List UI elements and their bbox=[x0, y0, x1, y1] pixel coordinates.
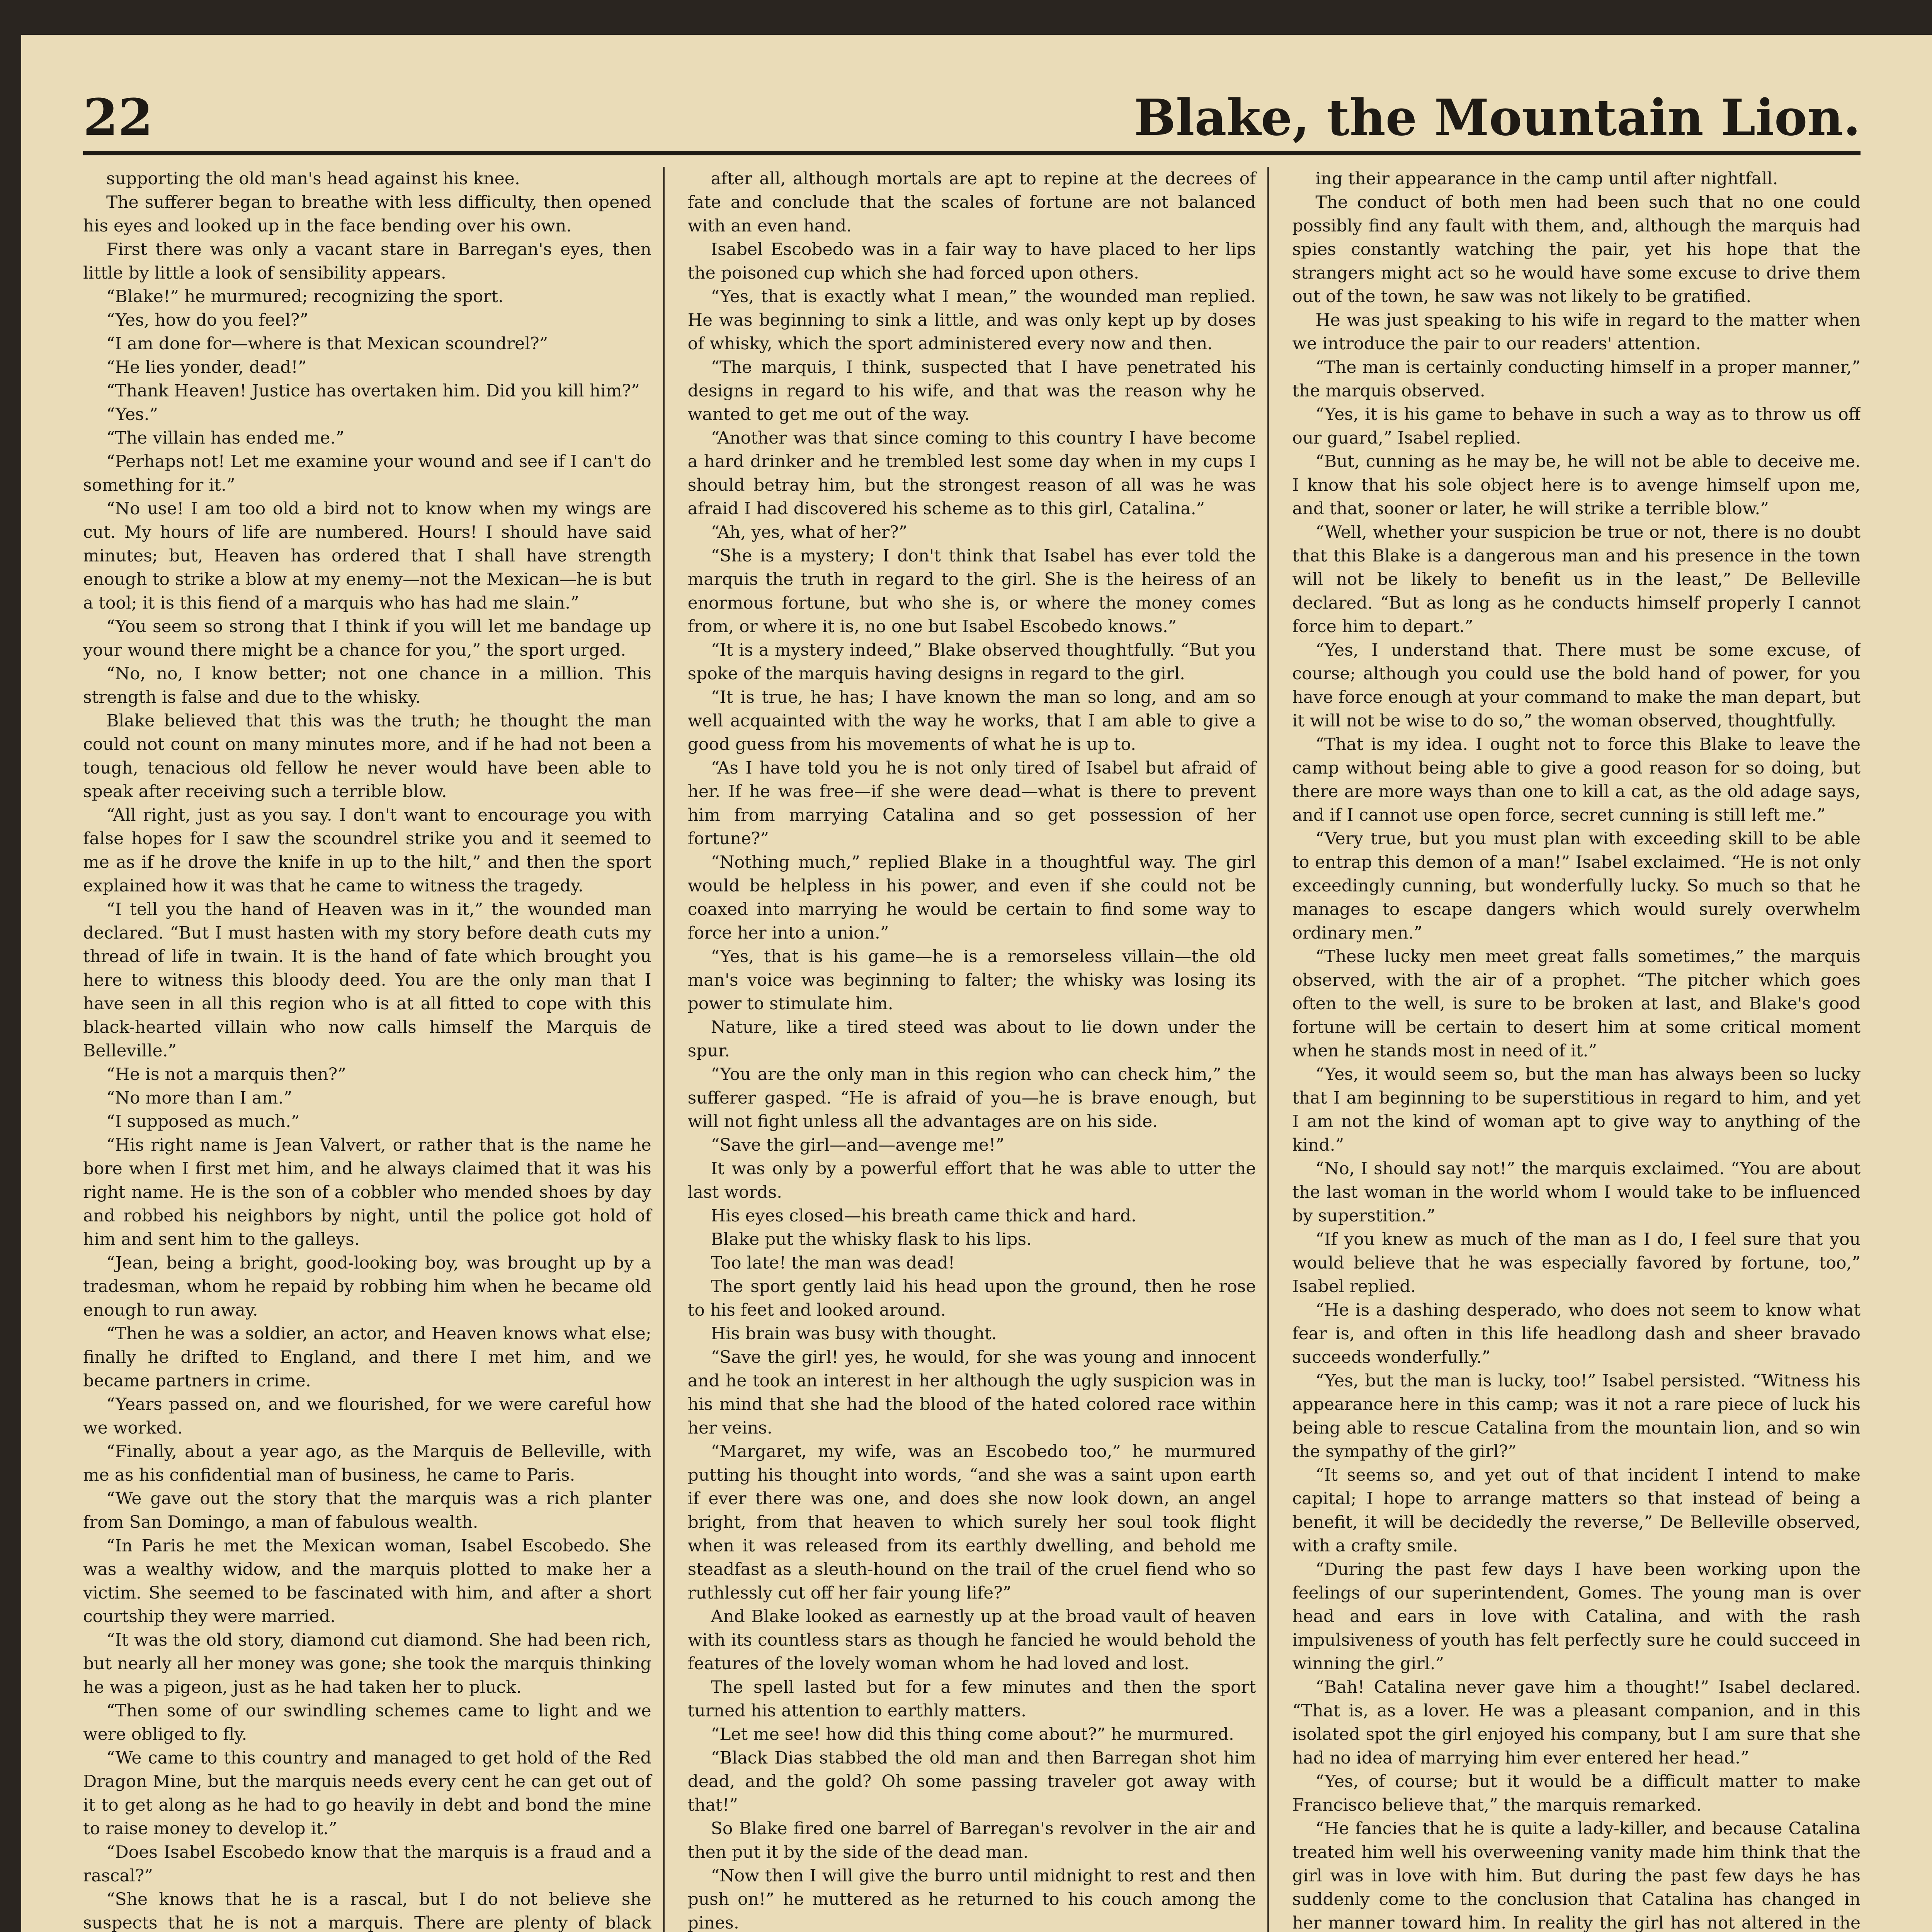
paragraph: “In Paris he met the Mexican woman, Isabel Escobedo. She was a wealthy widow, and the marquis plotted to make her a victim. She seemed to be fascinated with him, and after a short courtship they were married. bbox=[83, 1536, 651, 1626]
newspaper-page bbox=[21, 35, 1932, 1932]
paragraph: “Yes, that is his game—he is a remorseless villain—the old man's voice was beginning to falter; the whisky was losing its power to stimulate him. bbox=[687, 947, 1256, 1014]
paragraph: Blake put the whisky flask to his lips. bbox=[711, 1230, 1032, 1249]
paragraph: “Yes, it would seem so, but the man has always been so lucky that I am beginning to be superstitious in regard to him, and yet I am not the kind of woman apt to give way to anything of the kind.” bbox=[1292, 1065, 1861, 1155]
paragraph: “Then some of our swindling schemes came to light and we were obliged to fly. bbox=[83, 1701, 651, 1744]
paragraph: “He is not a marquis then?” bbox=[106, 1065, 346, 1084]
paragraph: First there was only a vacant stare in Barregan's eyes, then little by little a look of sensibility appears. bbox=[83, 240, 651, 283]
paragraph: ing their appearance in the camp until after nightfall. bbox=[1315, 169, 1778, 189]
paragraph: “Another was that since coming to this country I have become a hard drinker and he trembled lest some day when in my cups I should betray him, but the strongest reason of all was he was afraid I had discovered his scheme as to this girl, Catalina.” bbox=[687, 428, 1256, 519]
text-column-3 bbox=[1292, 167, 1861, 1932]
paragraph: “Well, whether your suspicion be true or not, there is no doubt that this Blake is a dangerous man and his presence in the town will not be likely to benefit us in the least,” De Belleville declared. “But as long as he conducts himself properly I cannot force him to depart.” bbox=[1292, 522, 1861, 636]
paragraph: So Blake fired one barrel of Barregan's revolver in the air and then put it by the side of the dead man. bbox=[687, 1819, 1256, 1862]
paragraph: “During the past few days I have been working upon the feelings of our superintendent, Gomes. The young man is over head and ears in love with Catalina, and with the rash impulsiveness of youth has felt perfectly sure he could succeed in winning the girl.” bbox=[1292, 1560, 1861, 1673]
paragraph: His eyes closed—his breath came thick and hard. bbox=[711, 1206, 1137, 1226]
page-title: Blake, the Mountain Lion. bbox=[1134, 89, 1861, 147]
paragraph: “The villain has ended me.” bbox=[106, 428, 345, 448]
text-column-1 bbox=[83, 167, 665, 1932]
paragraph: “But, cunning as he may be, he will not be able to deceive me. I know that his sole object here is to avenge himself upon me, and that, sooner or later, he will strike a terrible blow.” bbox=[1292, 452, 1861, 519]
paragraph: “No more than I am.” bbox=[106, 1088, 293, 1108]
page-header bbox=[83, 70, 1861, 155]
paragraph: The sufferer began to breathe with less difficulty, then opened his eyes and looked up in the face bending over his own. bbox=[83, 192, 651, 236]
paragraph: “Finally, about a year ago, as the Marquis de Belleville, with me as his confidential man of business, he came to Paris. bbox=[83, 1442, 651, 1485]
paragraph: It was only by a powerful effort that he was able to utter the last words. bbox=[687, 1159, 1256, 1202]
paragraph: “Bah! Catalina never gave him a thought!” Isabel declared. “That is, as a lover. He was a pleasant companion, and in this isolated spot the girl enjoyed his company, but I am sure that she had no idea of marrying him ever entered her head.” bbox=[1292, 1677, 1861, 1768]
paragraph: “Now then I will give the burro until midnight to rest and then push on!” he muttered as he returned to his couch among the pines. bbox=[687, 1866, 1256, 1932]
paragraph: “Black Dias stabbed the old man and then Barregan shot him dead, and the gold? Oh some passing traveler got away with that!” bbox=[687, 1748, 1256, 1815]
paragraph: “The man is certainly conducting himself in a proper manner,” the marquis observed. bbox=[1292, 357, 1861, 401]
paragraph: “Yes, of course; but it would be a difficult matter to make Francisco believe that,” the marquis remarked. bbox=[1292, 1772, 1861, 1815]
paragraph: “The marquis, I think, suspected that I have penetrated his designs in regard to his wife, and that was the reason why he wanted to get me out of the way. bbox=[687, 357, 1256, 424]
paragraph: “All right, just as you say. I don't want to encourage you with false hopes for I saw the scoundrel strike you and it seemed to me as if he drove the knife in up to the hilt,” and then the sport explained how it was that he came to witness the tragedy. bbox=[83, 805, 651, 896]
paragraph: “We came to this country and managed to get hold of the Red Dragon Mine, but the marquis needs every cent he can get out of it to get along as he had to go heavily in debt and bond the mine to raise money to develop it.” bbox=[83, 1748, 651, 1838]
paragraph: “Jean, being a bright, good-looking boy, was brought up by a tradesman, whom he repaid by robbing him when he became old enough to run away. bbox=[83, 1253, 651, 1320]
text-column-2 bbox=[688, 167, 1269, 1932]
paragraph: “Thank Heaven! Justice has overtaken him. Did you kill him?” bbox=[106, 381, 640, 401]
paragraph: “Nothing much,” replied Blake in a thoughtful way. The girl would be helpless in his power, and even if she could not be coaxed into marrying he would be certain to find some way to force her into a union.” bbox=[687, 852, 1256, 943]
paragraph: “As I have told you he is not only tired of Isabel but afraid of her. If he was free—if she were dead—what is there to prevent him from marrying Catalina and so get possession of her fortune?” bbox=[687, 758, 1256, 849]
paragraph: “Very true, but you must plan with exceeding skill to be able to entrap this demon of a man!” Isabel exclaimed. “He is not only exceedingly cunning, but wonderfully lucky. So much so that he manages to escape dangers which would surely overwhelm ordinary men.” bbox=[1292, 829, 1861, 943]
paragraph: “He fancies that he is quite a lady-killer, and because Catalina treated him well his overweening vanity made him think that the girl was in love with him. But during the past few days he has suddenly come to the conclusion that Catalina has changed in her manner toward him. In reality the girl has not altered in the bbox=[1292, 1819, 1861, 1932]
paragraph: “It was the old story, diamond cut diamond. She had been rich, but nearly all her money was gone; she took the marquis thinking he was a pigeon, just as he had taken her to pluck. bbox=[83, 1630, 651, 1697]
paragraph: He was just speaking to his wife in regard to the matter when we introduce the pair to our readers' attention. bbox=[1292, 310, 1861, 354]
paragraph: “It is true, he has; I have known the man so long, and am so well acquainted with the way he works, that I am able to give a good guess from his movements of what he is up to. bbox=[687, 687, 1256, 754]
paragraph: Blake believed that this was the truth; he thought the man could not count on many minutes more, and if he had not been a tough, tenacious old fellow he never would have been able to speak after receiving such a terrible blow. bbox=[83, 711, 651, 801]
paragraph: “He lies yonder, dead!” bbox=[106, 357, 307, 377]
paragraph: His brain was busy with thought. bbox=[711, 1324, 997, 1344]
paragraph: The conduct of both men had been such that no one could possibly find any fault with them, and, although the marquis had spies constantly watching the pair, yet his hope that the strangers might act so he would have some excuse to drive them out of the town, he saw was not likely to be gratified. bbox=[1292, 192, 1861, 306]
paragraph: “No, I should say not!” the marquis exclaimed. “You are about the last woman in the world whom I would take to be influenced by superstition.” bbox=[1292, 1159, 1861, 1226]
paragraph: “Save the girl! yes, he would, for she was young and innocent and he took an interest in her although the ugly suspicion was in his mind that she had the blood of the hated colored race within her veins. bbox=[687, 1347, 1256, 1438]
paragraph: “She is a mystery; I don't think that Isabel has ever told the marquis the truth in regard to the girl. She is the heiress of an enormous fortune, but who she is, or where the money comes from, or where it is, no one but Isabel Escobedo knows.” bbox=[687, 546, 1256, 636]
paragraph: after all, although mortals are apt to repine at the decrees of fate and conclude that the scales of fortune are not balanced with an even hand. bbox=[687, 169, 1256, 236]
paragraph: “Blake!” he murmured; recognizing the sport. bbox=[106, 287, 504, 306]
paragraph: “Then he was a soldier, an actor, and Heaven knows what else; finally he drifted to England, and there I met him, and we became partners in crime. bbox=[83, 1324, 651, 1391]
paragraph: “Ah, yes, what of her?” bbox=[711, 522, 908, 542]
paragraph: Isabel Escobedo was in a fair way to have placed to her lips the poisoned cup which she had forced upon others. bbox=[687, 240, 1256, 283]
paragraph: “No, no, I know better; not one chance in a million. This strength is false and due to the whisky. bbox=[83, 664, 651, 707]
paragraph: “You seem so strong that I think if you will let me bandage up your wound there might be a chance for you,” the sport urged. bbox=[83, 617, 651, 660]
paragraph: “He is a dashing desperado, who does not seem to know what fear is, and often in this life headlong dash and sheer bravado succeeds wonderfully.” bbox=[1292, 1300, 1861, 1367]
paragraph: “Years passed on, and we flourished, for we were careful how we worked. bbox=[83, 1395, 651, 1438]
page-number: 22 bbox=[83, 88, 153, 147]
paragraph: “Yes.” bbox=[106, 405, 158, 424]
paragraph: “Save the girl—and—avenge me!” bbox=[711, 1135, 1005, 1155]
paragraph: supporting the old man's head against his knee. bbox=[106, 169, 520, 189]
paragraph: “I supposed as much.” bbox=[106, 1112, 300, 1131]
paragraph: “Yes, how do you feel?” bbox=[106, 310, 308, 330]
paragraph: And Blake looked as earnestly up at the broad vault of heaven with its countless stars as though he fancied he would behold the features of the lovely woman whom he had loved and lost. bbox=[687, 1607, 1256, 1673]
paragraph: “It seems so, and yet out of that incident I intend to make capital; I hope to arrange matters so that instead of being a benefit, it will be decidedly the reverse,” De Belleville observed, with a crafty smile. bbox=[1292, 1465, 1861, 1556]
paragraph: “Yes, it is his game to behave in such a way as to throw us off our guard,” Isabel replied. bbox=[1292, 405, 1861, 448]
paragraph: “Yes, but the man is lucky, too!” Isabel persisted. “Witness his appearance here in this camp; was it not a rare piece of luck his being able to rescue Catalina from the mountain lion, and so win the sympathy of the girl?” bbox=[1292, 1371, 1861, 1461]
paragraph: “I tell you the hand of Heaven was in it,” the wounded man declared. “But I must hasten with my story before death cuts my thread of life in twain. It is the hand of fate which brought you here to witness this bloody deed. You are the only man that I have seen in all this region who is at all fitted to cope with this black-hearted villain who now calls himself the Marquis de Belleville.” bbox=[83, 900, 651, 1061]
paragraph: “These lucky men meet great falls sometimes,” the marquis observed, with the air of a prophet. “The pitcher which goes often to the well, is sure to be broken at last, and Blake's good fortune will be certain to desert him at some critical moment when he stands most in need of it.” bbox=[1292, 947, 1861, 1061]
text-columns bbox=[83, 155, 1861, 1932]
paragraph: “His right name is Jean Valvert, or rather that is the name he bore when I first met him, and he always claimed that it was his right name. He is the son of a cobbler who mended shoes by day and robbed his neighbors by night, until the police got hold of him and sent him to the galleys. bbox=[83, 1135, 651, 1249]
paragraph: “Does Isabel Escobedo know that the marquis is a fraud and a rascal?” bbox=[83, 1842, 651, 1886]
paragraph: “I am done for—where is that Mexican scoundrel?” bbox=[106, 334, 548, 354]
paragraph: “If you knew as much of the man as I do, I feel sure that you would believe that he was especially favored by fortune, too,” Isabel replied. bbox=[1292, 1230, 1861, 1296]
paragraph: “You are the only man in this region who can check him,” the sufferer gasped. “He is afraid of you—he is brave enough, but will not fight unless all the advantages are on his side. bbox=[687, 1065, 1256, 1131]
paragraph: The spell lasted but for a few minutes and then the sport turned his attention to earthly matters. bbox=[687, 1677, 1256, 1721]
paragraph: Nature, like a tired steed was about to lie down under the spur. bbox=[687, 1017, 1256, 1061]
paragraph: Too late! the man was dead! bbox=[711, 1253, 955, 1273]
paragraph: “It is a mystery indeed,” Blake observed thoughtfully. “But you spoke of the marquis having designs in regard to the girl. bbox=[687, 640, 1256, 684]
paragraph: “She knows that he is a rascal, but I do not believe she suspects that he is not a marquis. There are plenty of black bbox=[83, 1889, 651, 1932]
paragraph: “Yes, that is exactly what I mean,” the wounded man replied. He was beginning to sink a little, and was only kept up by doses of whisky, which the sport administered every now and then. bbox=[687, 287, 1256, 354]
paragraph: “Let me see! how did this thing come about?” he murmured. bbox=[711, 1725, 1234, 1744]
paragraph: “We gave out the story that the marquis was a rich planter from San Domingo, a man of fabulous wealth. bbox=[83, 1489, 651, 1532]
paragraph: “Margaret, my wife, was an Escobedo too,” he murmured putting his thought into words, “and she was a saint upon earth if ever there was one, and does she now look down, an angel bright, from that heaven to which surely her soul took flight when it was released from its earthly dwelling, and behold me steadfast as a sleuth-hound on the trail of the cruel fiend who so ruthlessly cut off her fair young life?” bbox=[687, 1442, 1256, 1603]
paragraph: “No use! I am too old a bird not to know when my wings are cut. My hours of life are numbered. Hours! I should have said minutes; but, Heaven has ordered that I shall have strength enough to strike a blow at my enemy—not the Mexican—he is but a tool; it is this fiend of a marquis who has had me slain.” bbox=[83, 499, 651, 613]
paragraph: “Yes, I understand that. There must be some excuse, of course; although you could use the bold hand of power, for you have force enough at your command to make the man depart, but it will not be wise to do so,” the woman observed, thoughtfully. bbox=[1292, 640, 1861, 731]
paragraph: “Perhaps not! Let me examine your wound and see if I can't do something for it.” bbox=[83, 452, 651, 495]
paragraph: “That is my idea. I ought not to force this Blake to leave the camp without being able to give a good reason for so doing, but there are more ways than one to kill a cat, as the old adage says, and if I cannot use open force, secret cunning is still left me.” bbox=[1292, 735, 1861, 825]
paragraph: The sport gently laid his head upon the ground, then he rose to his feet and looked around. bbox=[687, 1277, 1256, 1320]
